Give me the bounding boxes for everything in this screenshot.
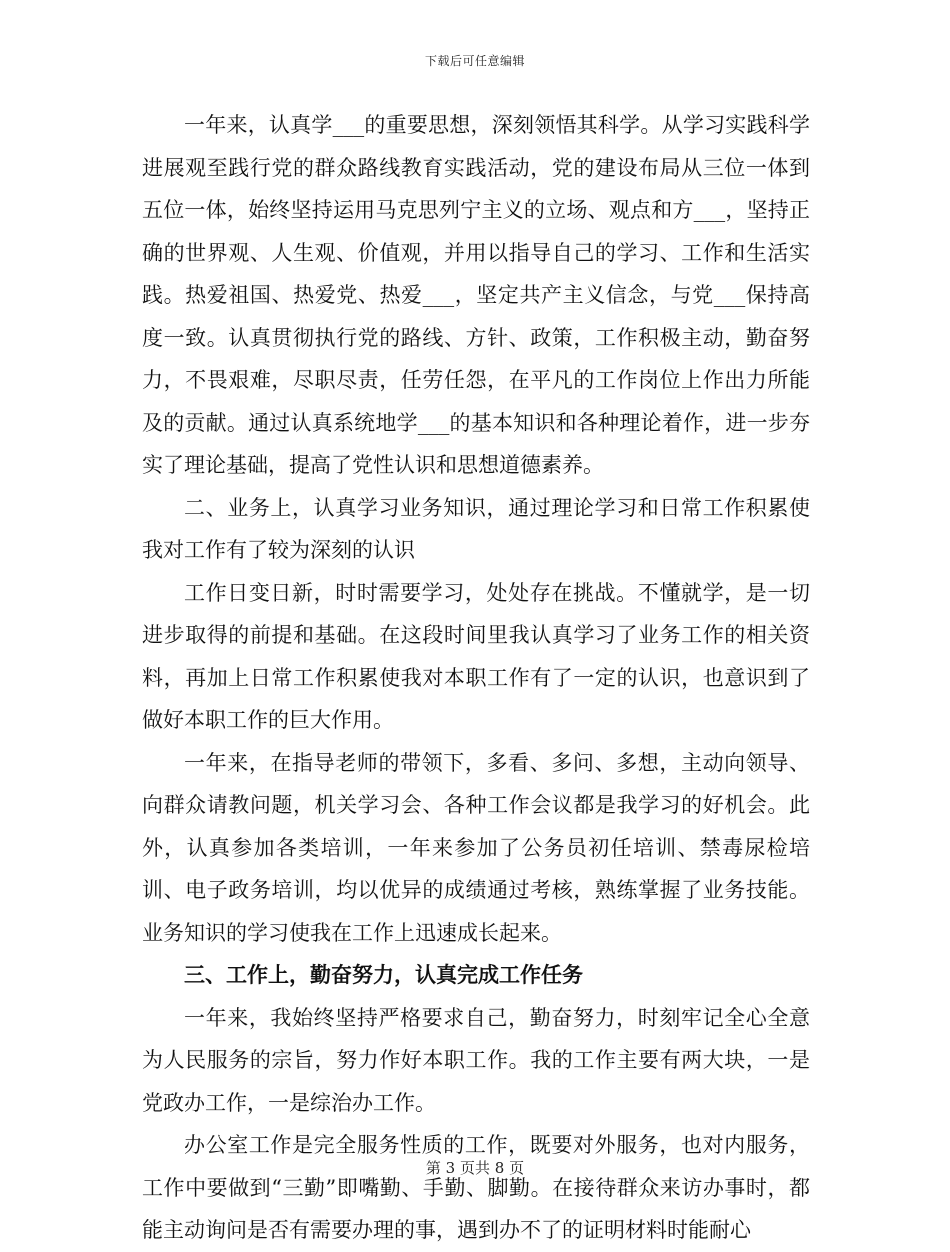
paragraph-work-overview: 一年来，我始终坚持严格要求自己，勤奋努力，时刻牢记全心全意为人民服务的宗旨，努力作好本职工作。我的工作主要有两大块，一是党政办工作，一是综治办工作。: [142, 1005, 810, 1115]
section-heading-work: 三、工作上，勤奋努力，认真完成工作任务: [184, 962, 583, 987]
paragraph-political-study: 一年来，认真学___的重要思想，深刻领悟其科学。从学习实践科学进展观至践行党的群众路线教育实践活动，党的建设布局从三位一体到五位一体，始终坚持运用马克思列宁主义的立场、观点和方___，坚持正确的世界观、人生观、价值观，并用以指导自己的学习、工作和生活实践。热爱祖国、热爱党、热爱___，坚定共产主义信念，与党___保持高度一致。认真贯彻执行党的路线、方针、政策，工作积极主动，勤奋努力，不畏艰难，尽职尽责，任劳任怨，在平凡的工作岗位上作出力所能及的贡献。通过认真系统地学___的基本知识和各种理论着作，进一步夯实了理论基础，提高了党性认识和思想道德素养。: [142, 113, 810, 477]
section-heading-business: 二、业务上，认真学习业务知识，通过理论学习和日常工作积累使我对工作有了较为深刻的认识: [142, 495, 810, 562]
document-body: [142, 104, 810, 1252]
page-header: 下载后可任意编辑: [424, 54, 525, 68]
paragraph-work-learning: 工作日变日新，时时需要学习，处处存在挑战。不懂就学，是一切进步取得的前提和基础。在这段时间里我认真学习了业务工作的相关资料，再加上日常工作积累使我对本职工作有了一定的认识，也意识到了做好本职工作的巨大作用。: [142, 580, 810, 732]
paragraph-office-work: 办公室工作是完全服务性质的工作，既要对外服务，也对内服务，工作中要做到“三勤”即嘴勤、手勤、脚勤。在接待群众来访办事时，都能主动询问是否有需要办理的事，遇到办不了的证明材料时能耐心: [142, 1133, 810, 1242]
page-number: 第 3 页共 8 页: [425, 1159, 525, 1177]
paragraph-training: 一年来，在指导老师的带领下，多看、多问、多想，主动向领导、向群众请教问题，机关学习会、各种工作会议都是我学习的好机会。此外，认真参加各类培训，一年来参加了公务员初任培训、禁毒尿检培训、电子政务培训，均以优异的成绩通过考核，熟练掌握了业务技能。业务知识的学习使我在工作上迅速成长起来。: [142, 750, 810, 945]
